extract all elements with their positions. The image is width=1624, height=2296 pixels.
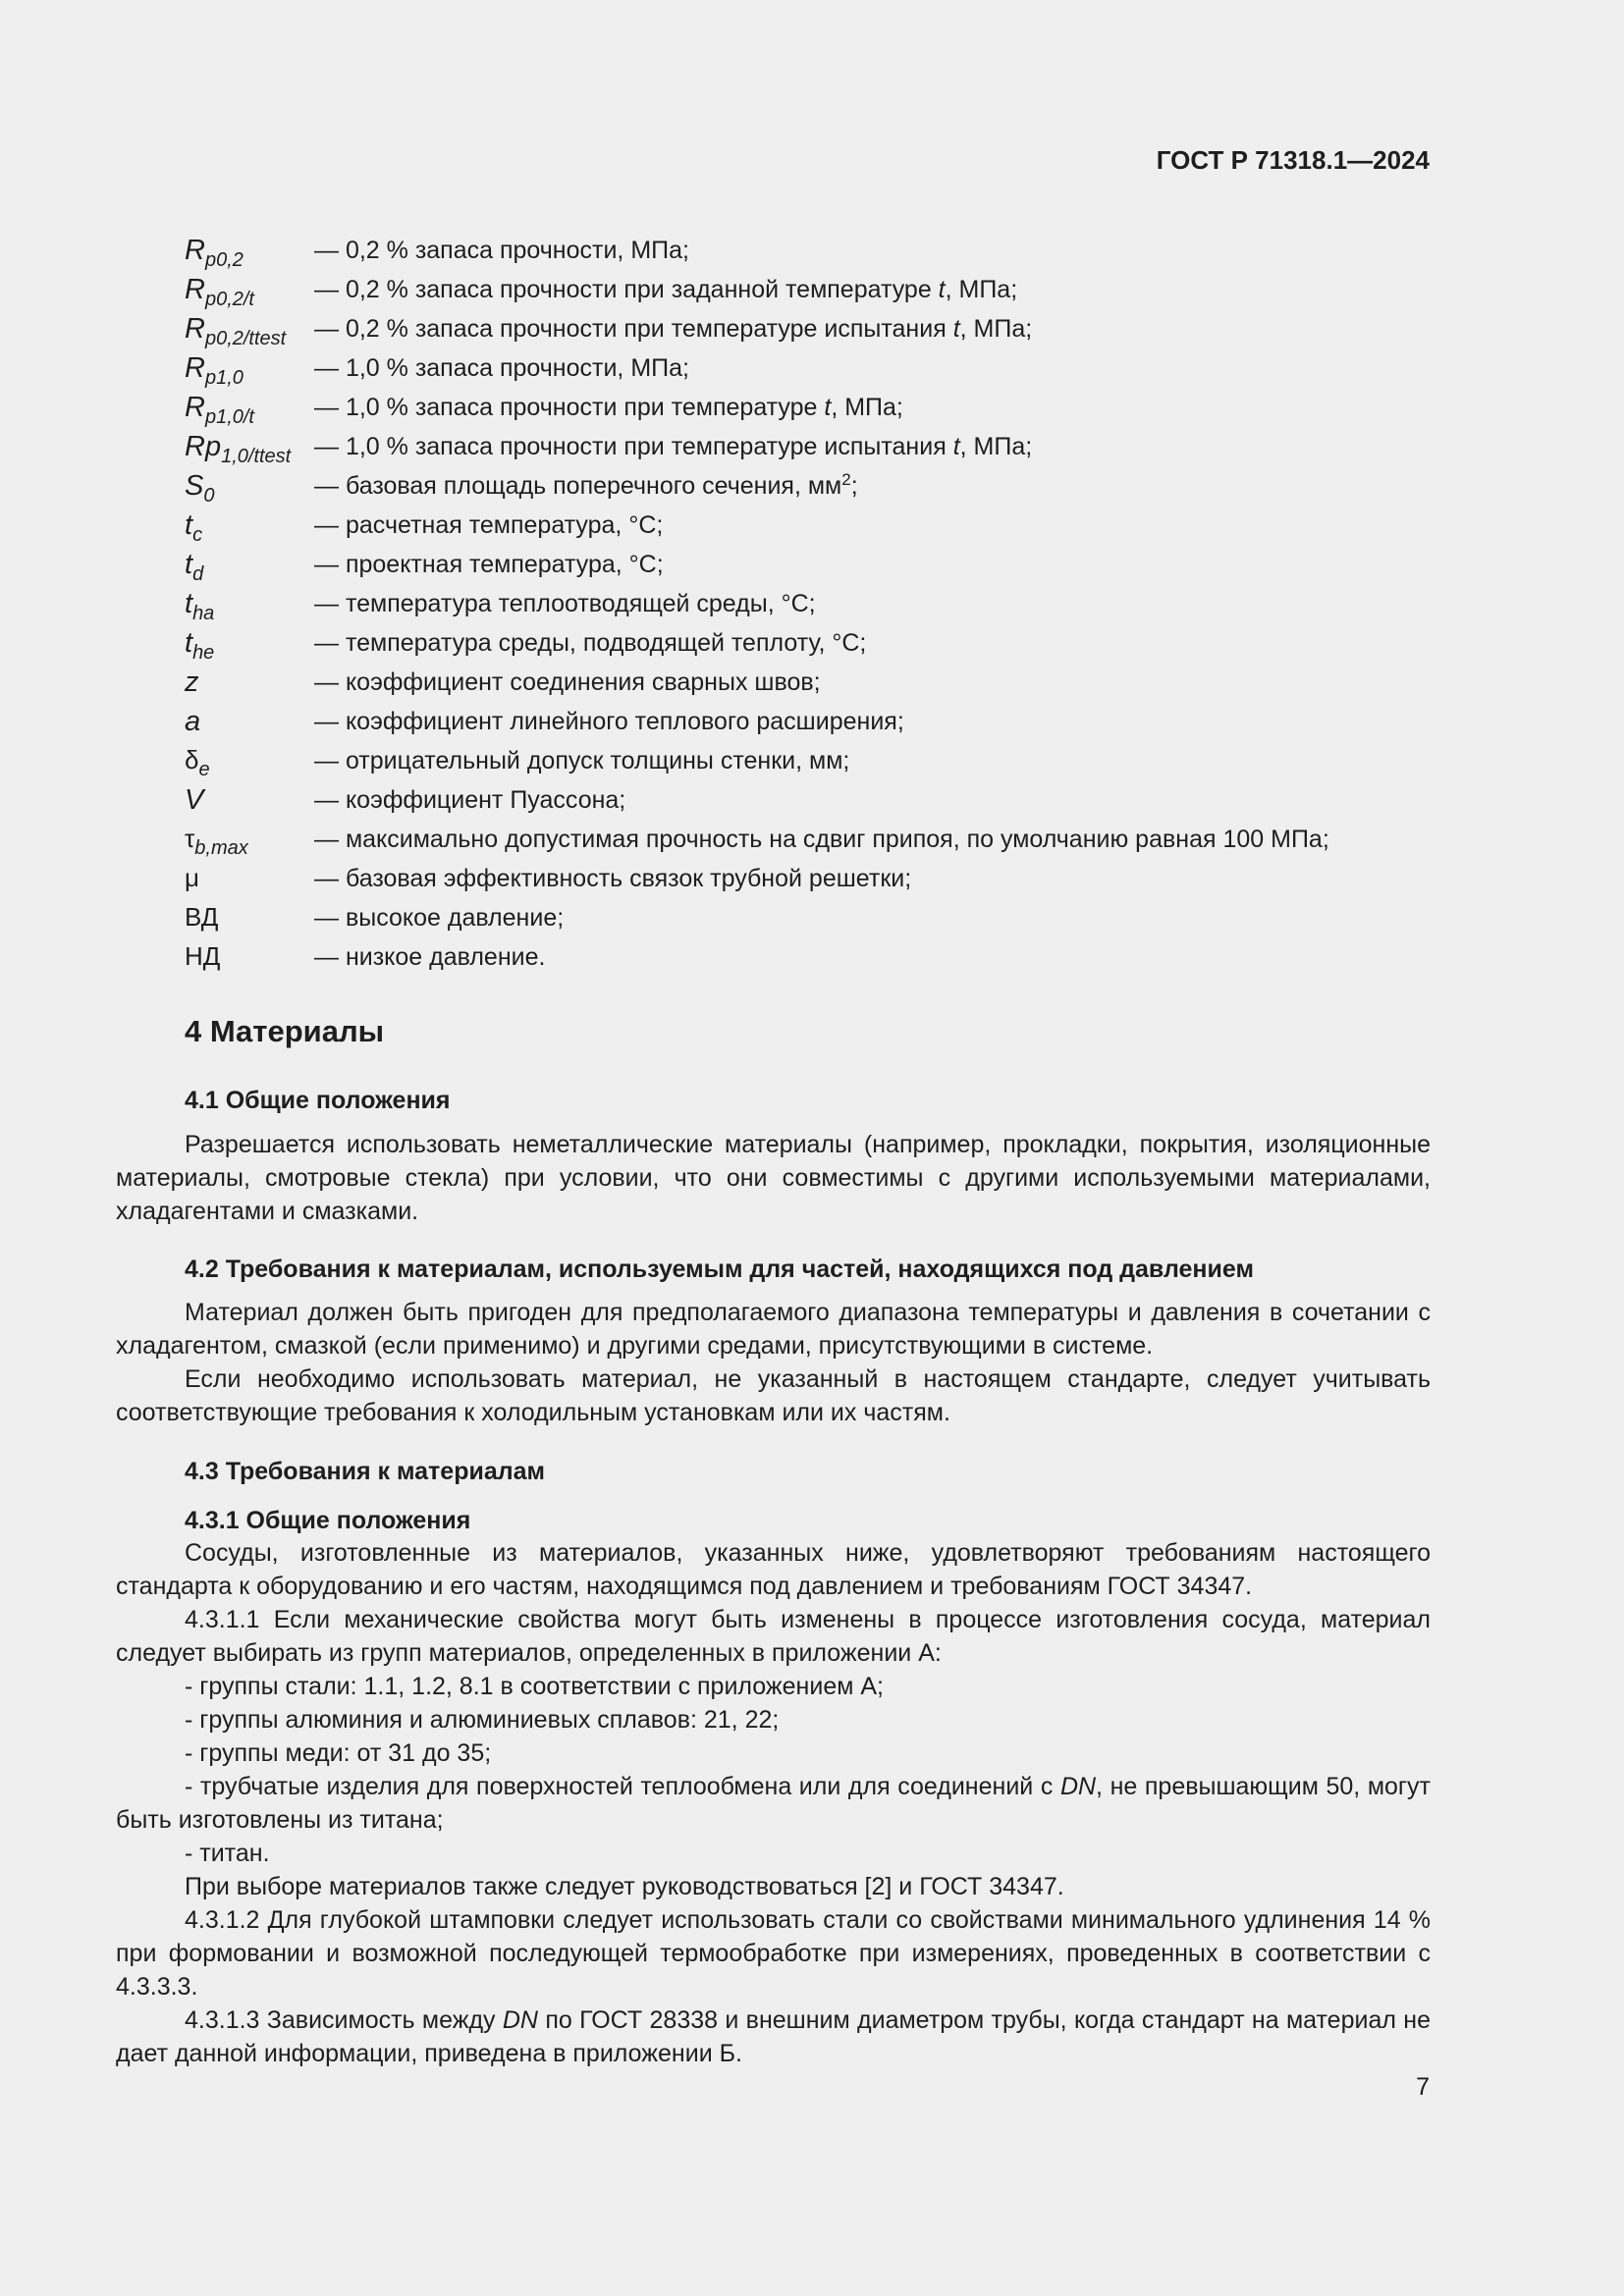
materials-note: При выборе материалов также следует руководствоваться [2] и ГОСТ 34347. [185,1873,1064,1900]
symbol-subscript: p0,2/t [204,289,254,310]
symbol-description [314,433,1032,461]
symbol [185,902,218,933]
description-text: — 1,0 % запаса прочности при температуре испытания [314,433,953,460]
symbol [185,431,292,467]
symbol-base: S [185,470,204,502]
symbol-description: — температура среды, подводящей теплоту, °С; [314,629,867,657]
symbol-description: — базовая эффективность связок трубной решетки; [314,865,912,892]
symbol [185,667,199,699]
symbol [185,235,244,271]
symbol-description: — максимально допустимая прочность на сдвиг припоя, по умолчанию равная 100 МПа; [314,826,1329,853]
clause-4-3-1-3 [116,2003,1431,2070]
list-item: - группы алюминия и алюминиевых сплавов: 21, 22; [185,1706,780,1734]
symbol-description [314,472,858,501]
symbol-base: V [185,784,204,816]
symbol-description: — проектная температура, °С; [314,551,664,578]
symbol [185,941,220,972]
description-variable: t [938,276,946,303]
section-4-3-title: 4.3 Требования к материалам [185,1458,546,1485]
symbol-description [314,394,903,422]
symbol-subscript: c [192,524,203,546]
symbol-description: — температура теплоотводящей среды, °С; [314,590,816,617]
definition-row [185,861,1432,900]
symbol [185,706,200,738]
symbol-base: z [185,667,199,698]
symbol-base: τ [185,824,195,853]
symbol [185,392,254,428]
definition-row [185,939,1432,979]
definition-row [185,586,1432,625]
symbol [185,627,215,664]
symbol-description: — 0,2 % запаса прочности, МПа; [314,237,689,264]
symbol-subscript: p1,0 [204,367,244,389]
document-header: ГОСТ Р 71318.1—2024 [1156,145,1430,175]
definition-row [185,704,1432,743]
symbol-description [314,315,1032,344]
definition-row [185,468,1432,507]
definition-row [185,547,1432,586]
clause-4-3-1-2: 4.3.1.2 Для глубокой штамповки следует использовать стали со свойствами минимального удлинения 14 % при формовании и возможной последующей термообработке при измерениях, проведенных в соответствии с 4.3.3.3. [116,1906,1431,2001]
symbol [185,784,203,817]
description-text: ; [850,472,858,500]
symbol-base: μ [185,863,199,892]
description-text: , МПа; [945,276,1018,303]
symbol-subscript: d [192,563,204,585]
definition-row [185,350,1432,390]
symbol [185,352,244,389]
symbol-subscript: p0,2 [204,249,244,271]
description-variable: t [952,315,960,343]
section-4-2-para-1: Материал должен быть пригоден для предполагаемого диапазона температуры и давления в сочетании с хладагентом, смазкой (если применимо) и другими средами, присутствующими в системе. [116,1299,1431,1360]
definition-row [185,507,1432,547]
symbol-description: — низкое давление. [314,943,546,971]
symbol-description: — высокое давление; [314,904,565,932]
symbol-base: R [185,313,205,345]
symbol [185,509,203,546]
definition-row [185,900,1432,939]
symbol-base: R [185,392,205,423]
symbol [185,824,248,859]
symbol-base: t [185,627,193,659]
symbol-subscript: he [192,642,215,664]
symbol-description: — отрицательный допуск толщины стенки, мм; [314,747,850,774]
definition-row [185,822,1432,861]
symbol [185,549,204,585]
clause-4-3-1-3-post: по ГОСТ 28338 и внешним диаметром трубы, когда стандарт на материал не дает данной информации, приведена в приложении Б. [116,2006,1431,2067]
section-4-1-title: 4.1 Общие положения [185,1087,451,1114]
symbol-subscript: ha [192,603,215,624]
section-4-3-1-title: 4.3.1 Общие положения [185,1507,471,1534]
symbols-list [185,233,1432,979]
definition-row [185,311,1432,350]
symbol-base: ВД [185,902,219,932]
list-item [116,1770,1431,1837]
description-variable: t [824,394,832,421]
definition-row [185,743,1432,782]
symbol-base: R [185,235,205,266]
description-superscript: 2 [841,470,851,489]
symbol-base: R [185,274,205,305]
description-variable: t [952,433,960,460]
symbol-base: a [185,706,201,737]
dn-symbol: DN [502,2006,538,2034]
definition-row [185,782,1432,822]
description-text: , МПа; [831,394,903,421]
bullet-4-pre: - трубчатые изделия для поверхностей теплообмена или для соединений с [185,1773,1060,1800]
symbol-description: — 1,0 % запаса прочности, МПа; [314,354,689,382]
section-4-1-text: Разрешается использовать неметаллические материалы (например, прокладки, покрытия, изоляционные материалы, смотровые стекла) при условии, что они совместимы с другими используемыми материалами, хладагентами и смазками. [116,1131,1431,1225]
section-4-2-para-2: Если необходимо использовать материал, не указанный в настоящем стандарте, следует учитывать соответствующие требования к холодильным установкам или их частям. [116,1365,1431,1426]
symbol-base: t [185,549,193,580]
symbol-description [314,276,1017,304]
symbol-base: t [185,509,193,541]
definition-row [185,429,1432,468]
clause-4-3-1-3-pre: 4.3.1.3 Зависимость между [185,2006,503,2034]
section-4-3-1-text: Сосуды, изготовленные из материалов, указанных ниже, удовлетворяют требованиям настоящего стандарта к оборудованию и его частям, находящимся под давлением и требованиям ГОСТ 34347. [116,1539,1431,1600]
list-item: - титан. [185,1840,270,1867]
definition-row [185,233,1432,272]
symbol-subscript: p1,0/t [204,406,254,428]
symbol-description: — расчетная температура, °С; [314,511,664,539]
list-item: - группы меди: от 31 до 35; [185,1739,492,1767]
description-text: , МПа; [959,433,1033,460]
symbol [185,313,287,349]
symbol-base: R [185,352,205,384]
page-number: 7 [1416,2073,1430,2101]
symbol-subscript: b,max [194,837,248,859]
description-text: — базовая площадь поперечного сечения, мм [314,472,842,500]
symbol-subscript: p0,2/ttest [204,328,287,349]
definition-row [185,272,1432,311]
definition-row [185,665,1432,704]
description-text: — 0,2 % запаса прочности при заданной температуре [314,276,939,303]
section-4-title: 4 Материалы [185,1014,385,1048]
symbol [185,588,215,624]
symbol-base: t [185,588,193,619]
symbol-description: — коэффициент Пуассона; [314,786,626,814]
bullet-4-post: , не превышающим 50, могут быть изготовлены из титана; [116,1773,1431,1834]
symbol-subscript: 1,0/ttest [221,446,292,467]
section-4-2-title: 4.2 Требования к материалам, используемым для частей, находящихся под давлением [185,1255,1254,1283]
symbol-subscript: 0 [203,485,215,507]
symbol-base: Rp [185,431,222,462]
description-text: — 1,0 % запаса прочности при температуре [314,394,825,421]
symbol [185,863,199,893]
symbol [185,745,210,780]
definition-row [185,625,1432,665]
clause-4-3-1-1: 4.3.1.1 Если механические свойства могут быть изменены в процессе изготовления сосуда, материал следует выбирать из групп материалов, определенных в приложении А: [116,1606,1431,1667]
description-text: — 0,2 % запаса прочности при температуре испытания [314,315,953,343]
symbol-description: — коэффициент линейного теплового расширения; [314,708,904,735]
description-text: , МПа; [959,315,1033,343]
symbol-description: — коэффициент соединения сварных швов; [314,668,821,696]
symbol-base: НД [185,941,221,971]
dn-symbol: DN [1059,1773,1097,1800]
symbol [185,274,254,310]
symbol [185,470,215,507]
definition-row [185,390,1432,429]
list-item: - группы стали: 1.1, 1.2, 8.1 в соответствии с приложением А; [185,1673,884,1700]
symbol-base: δ [185,745,199,774]
symbol-subscript: e [198,759,210,780]
